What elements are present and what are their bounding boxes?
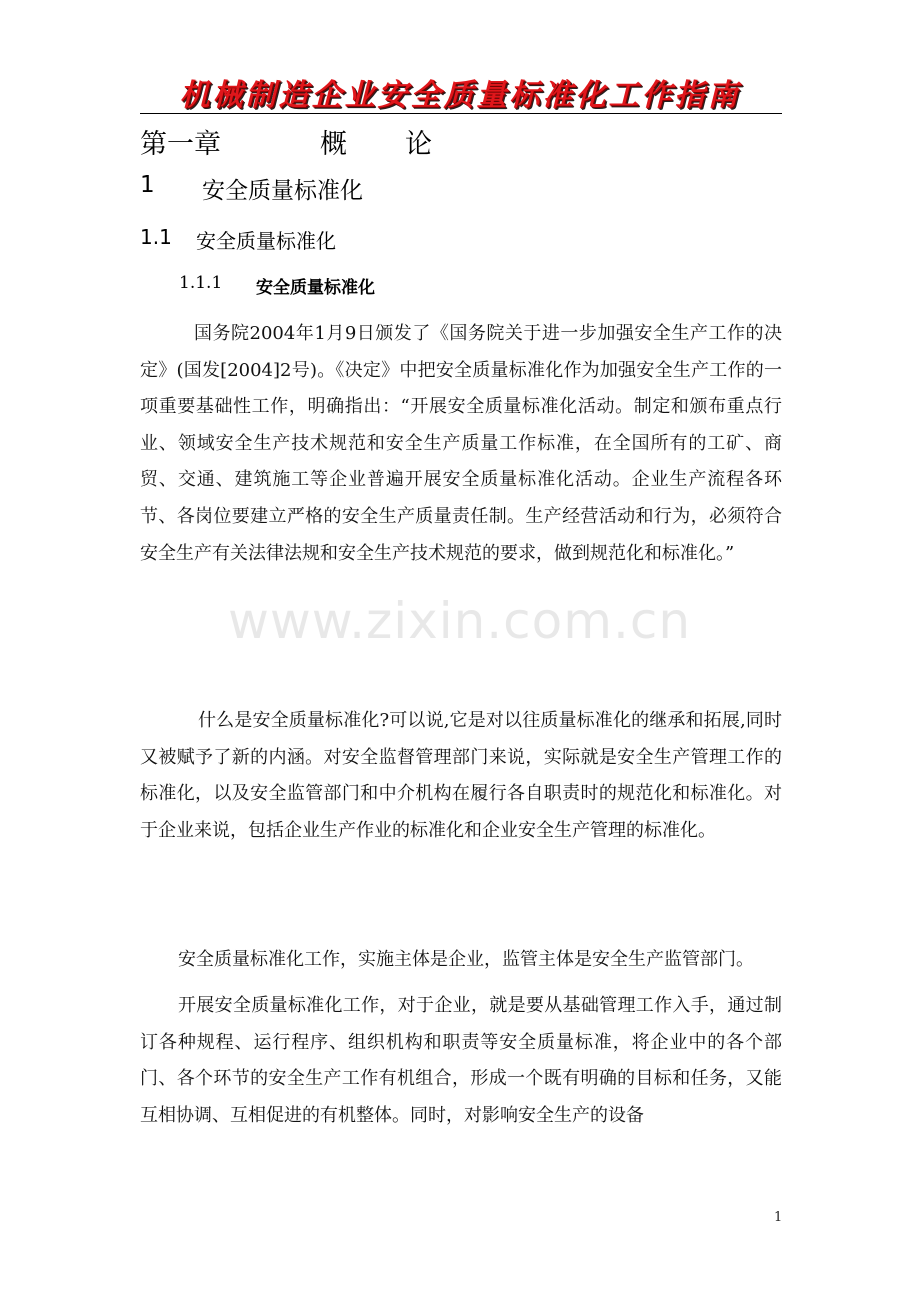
document-header-title: 机械制造企业安全质量标准化工作指南 bbox=[179, 78, 741, 113]
chapter-heading bbox=[140, 122, 490, 161]
subsection-number: 1.1 bbox=[140, 225, 172, 249]
section-heading bbox=[140, 172, 363, 205]
section-title: 安全质量标准化 bbox=[202, 178, 363, 204]
section-number: 1 bbox=[140, 172, 155, 198]
subsubsection-heading bbox=[179, 273, 375, 298]
subsection-heading bbox=[140, 225, 336, 254]
page-number: 1 bbox=[774, 1210, 783, 1225]
paragraph-implementation: 开展安全质量标准化工作，对于企业，就是要从基础管理工作入手，通过制订各种规程、运行程序、组织机构和职责等安全质量标准，将企业中的各个部门、各个环节的安全生产工作有机组合，形成一个既有明确的目标和任务，又能互相协调、互相促进的有机整体。同时，对影响安全生产的设备 bbox=[140, 995, 782, 1126]
watermark: www.zixin.com.cn bbox=[228, 592, 692, 650]
chapter-title: 概论 bbox=[320, 129, 490, 160]
subsubsection-title: 安全质量标准化 bbox=[256, 278, 375, 298]
paragraph-subjects: 安全质量标准化工作，实施主体是企业，监管主体是安全生产监管部门。 bbox=[178, 949, 754, 970]
header-divider bbox=[140, 113, 782, 114]
chapter-number: 第一章 bbox=[140, 129, 221, 160]
paragraph-definition: 什么是安全质量标准化?可以说,它是对以往质量标准化的继承和拓展,同时又被赋予了新的内涵。对安全监督管理部门来说，实际就是安全生产管理工作的标准化，以及安全监管部门和中介机构在履行各自职责时的规范化和标准化。对于企业来说，包括企业生产作业的标准化和企业安全生产管理的标准化。 bbox=[140, 710, 782, 841]
subsection-title: 安全质量标准化 bbox=[196, 229, 336, 253]
paragraph-decision: 国务院2004年1月9日颁发了《国务院关于进一步加强安全生产工作的决定》(国发[2004]2号)。《决定》中把安全质量标准化作为加强安全生产工作的一项重要基础性工作，明确指出：“开展安全质量标准化活动。制定和颁布重点行业、领域安全生产技术规范和安全生产质量工作标准，在全国所有的工矿、商贸、交通、建筑施工等企业普遍开展安全质量标准化活动。企业生产流程各环节、各岗位要建立严格的安全生产质量责任制。生产经营活动和行为，必须符合安全生产有关法律法规和安全生产技术规范的要求，做到规范化和标准化。” bbox=[140, 323, 782, 564]
subsubsection-number: 1.1.1 bbox=[179, 273, 223, 293]
